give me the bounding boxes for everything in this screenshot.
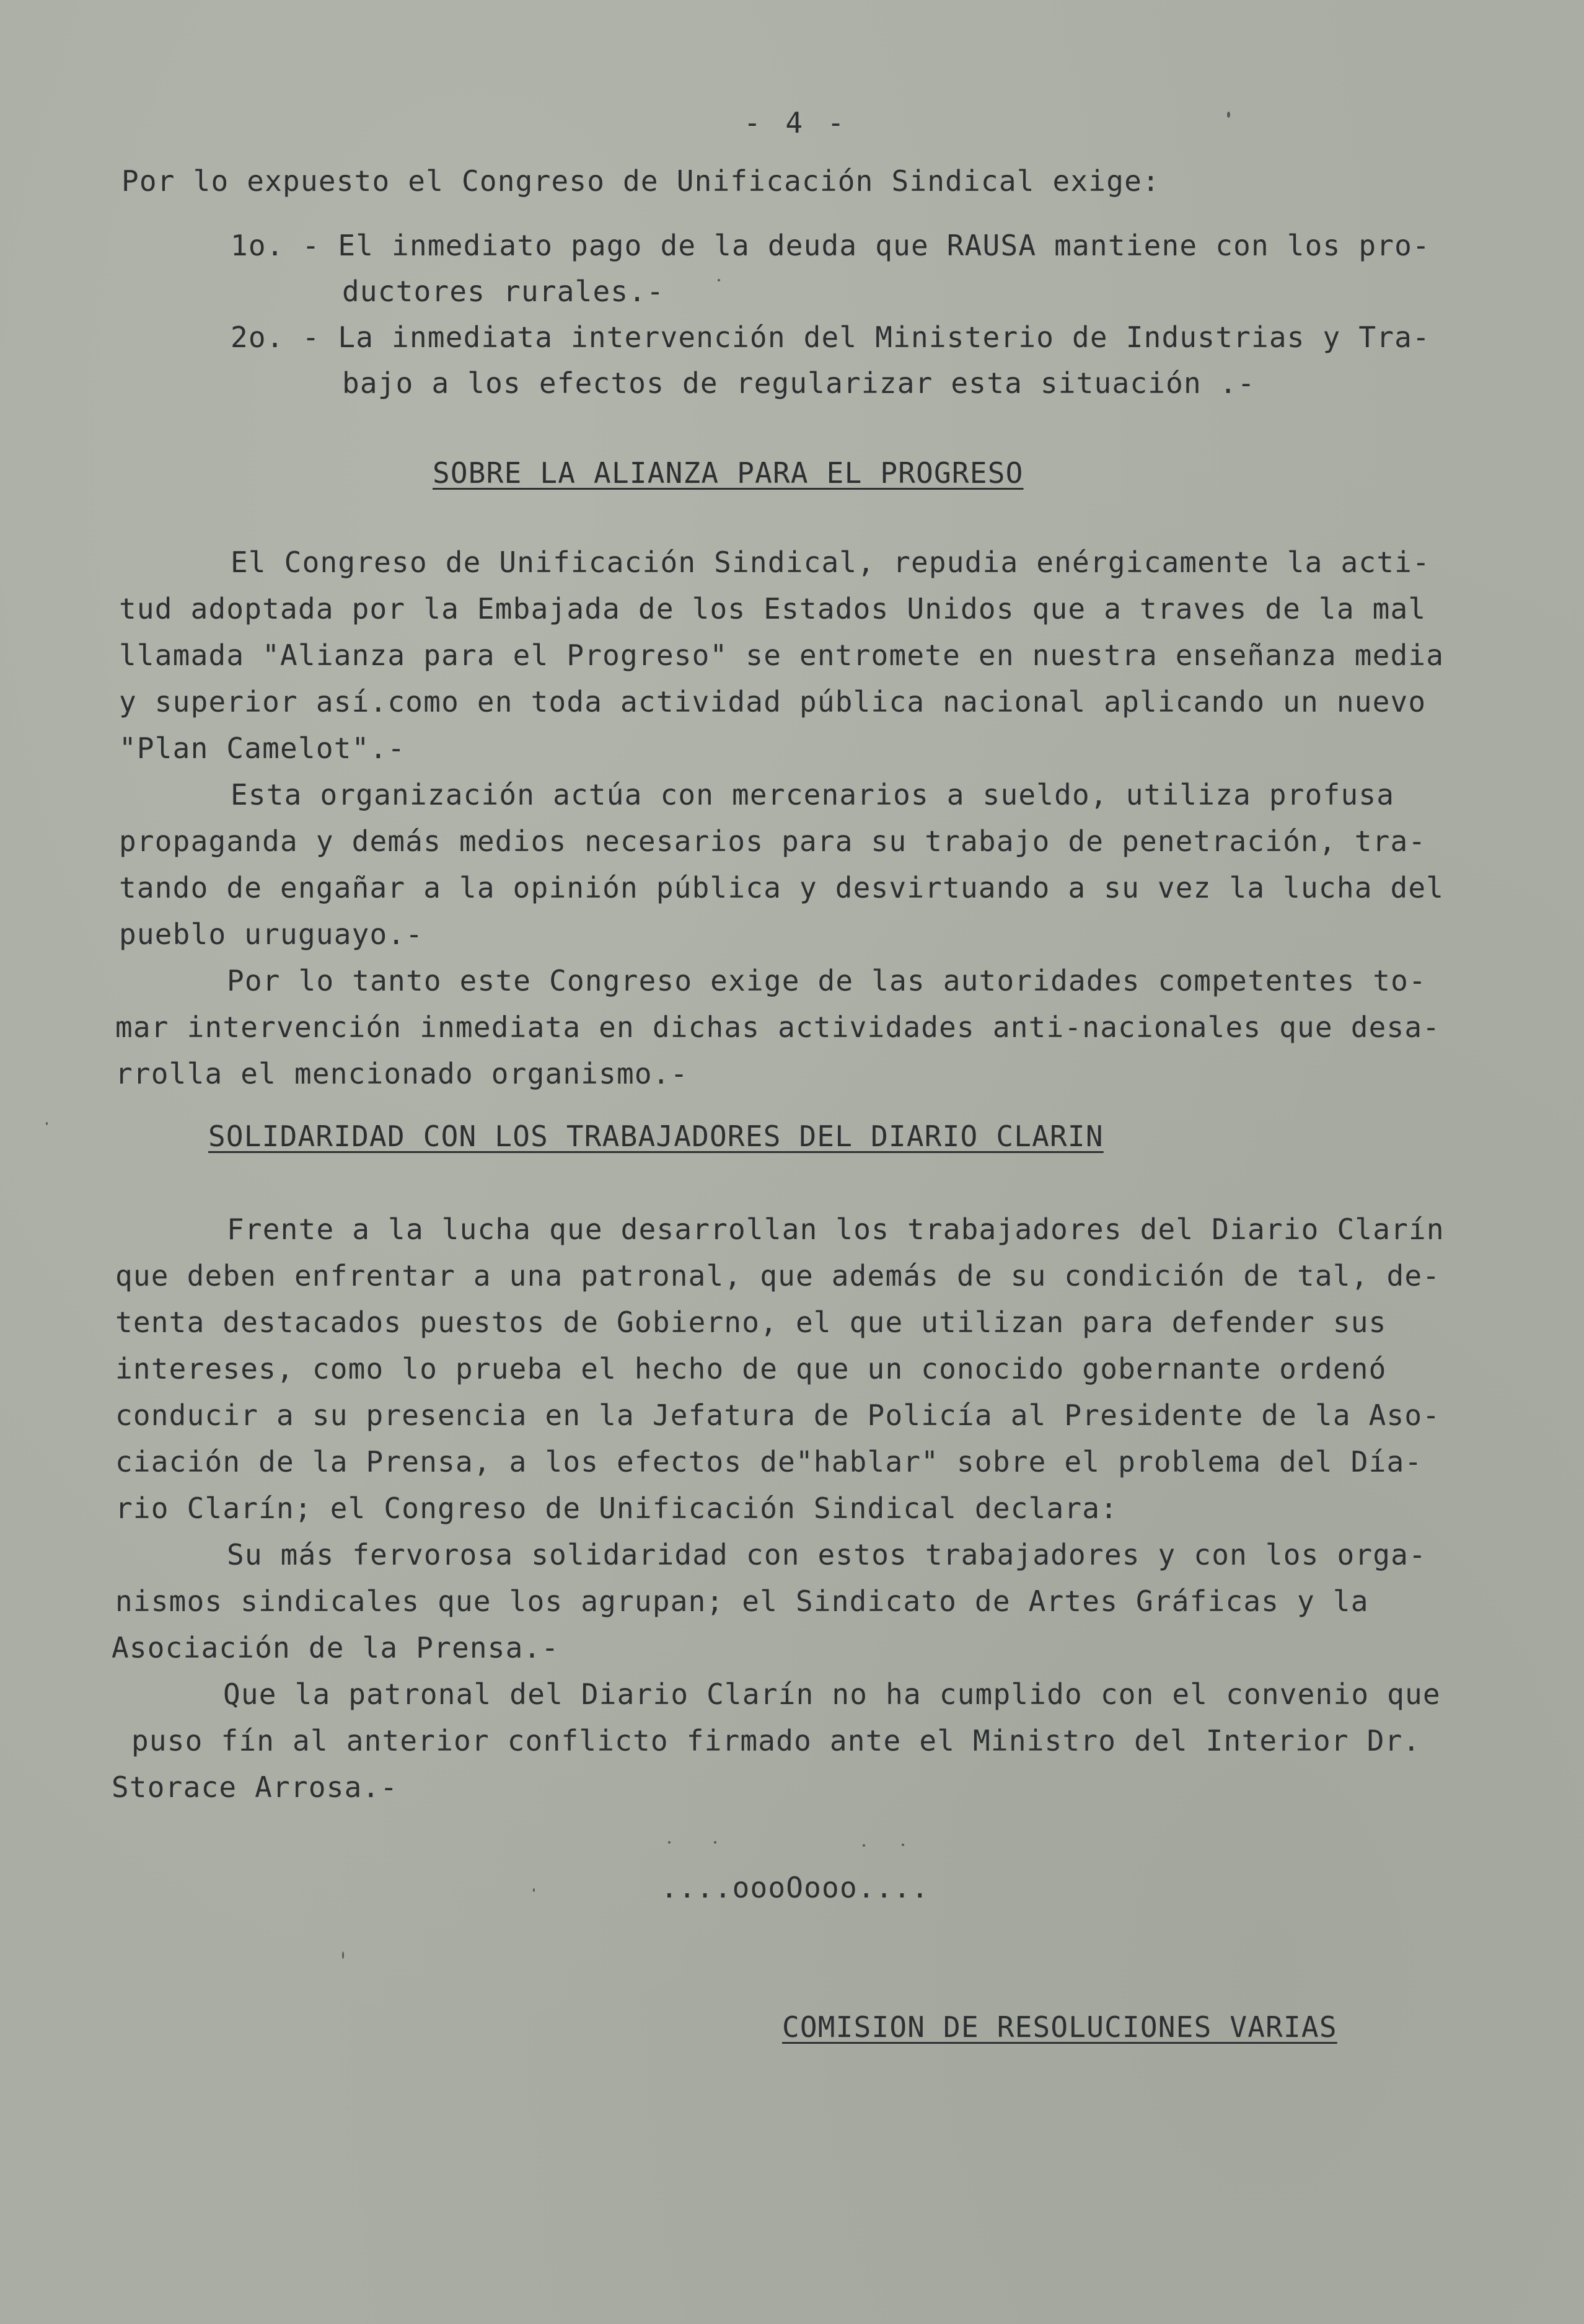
section2-line: Que la patronal del Diario Clarín no ha cumplido con el convenio que [223, 1677, 1441, 1711]
section1-line: Esta organización actúa con mercenarios a sueldo, utiliza profusa [231, 778, 1395, 811]
section2-line: Frente a la lucha que desarrollan los trabajadores del Diario Clarín [227, 1213, 1445, 1246]
section2-line: Storace Arrosa.- [112, 1770, 398, 1804]
section-heading-clarin: SOLIDARIDAD CON LOS TRABAJADORES DEL DIARIO CLARIN [208, 1120, 1104, 1153]
section1-line: tando de engañar a la opinión pública y desvirtuando a su vez la lucha del [119, 871, 1445, 904]
ink-speck [342, 1951, 344, 1959]
section1-line: y superior así.como en toda actividad pública nacional aplicando un nuevo [119, 685, 1427, 718]
section2-line: que deben enfrentar a una patronal, que además de su condición de tal, de- [115, 1259, 1441, 1292]
ink-speck [718, 279, 720, 281]
ink-speck [533, 1888, 535, 1892]
demand-2-line-1: 2o. - La inmediata intervención del Ministerio de Industrias y Tra- [231, 320, 1430, 354]
separator: ....oooOooo.... [661, 1871, 930, 1904]
page-number: - 4 - [744, 106, 848, 139]
section2-line: puso fín al anterior conflicto firmado ante el Ministro del Interior Dr. [131, 1724, 1421, 1757]
section2-line: ciación de la Prensa, a los efectos de"hablar" sobre el problema del Día- [115, 1445, 1423, 1478]
section1-line: mar intervención inmediata en dichas actividades anti-nacionales que desa- [115, 1010, 1441, 1044]
section2-line: nismos sindicales que los agrupan; el Sindicato de Artes Gráficas y la [115, 1584, 1369, 1618]
section1-line: Por lo tanto este Congreso exige de las autoridades competentes to- [227, 964, 1427, 997]
section1-line: llamada "Alianza para el Progreso" se entromete en nuestra enseñanza media [119, 638, 1445, 672]
demand-2-line-2: bajo a los efectos de regularizar esta situación .- [342, 366, 1256, 400]
section2-line: intereses, como lo prueba el hecho de que un conocido gobernante ordenó [115, 1352, 1387, 1385]
ink-speck [863, 1844, 865, 1847]
section2-line: Asociación de la Prensa.- [112, 1631, 560, 1664]
ink-speck [714, 1841, 716, 1844]
section1-line: El Congreso de Unificación Sindical, repudia enérgicamente la acti- [231, 546, 1430, 579]
signature: COMISION DE RESOLUCIONES VARIAS [782, 2010, 1337, 2044]
section-heading-alianza: SOBRE LA ALIANZA PARA EL PROGRESO [433, 456, 1024, 490]
section1-line: pueblo uruguayo.- [119, 917, 424, 951]
ink-speck [1227, 112, 1230, 118]
section2-line: tenta destacados puestos de Gobierno, el que utilizan para defender sus [115, 1306, 1387, 1339]
intro-line: Por lo expuesto el Congreso de Unificación Sindical exige: [121, 164, 1160, 198]
section1-line: tud adoptada por la Embajada de los Estados Unidos que a traves de la mal [119, 592, 1427, 625]
section2-line: rio Clarín; el Congreso de Unificación Sindical declara: [115, 1491, 1119, 1525]
section2-line: Su más fervorosa solidaridad con estos trabajadores y con los orga- [227, 1538, 1427, 1571]
ink-speck [668, 1841, 671, 1844]
demand-1-line-2: ductores rurales.- [342, 275, 665, 308]
section1-line: "Plan Camelot".- [119, 731, 406, 765]
section2-line: conducir a su presencia en la Jefatura de Policía al Presidente de la Aso- [115, 1398, 1441, 1432]
demand-1-line-1: 1o. - El inmediato pago de la deuda que RAUSA mantiene con los pro- [231, 229, 1430, 262]
section1-line: propaganda y demás medios necesarios para su trabajo de penetración, tra- [119, 824, 1427, 858]
ink-speck [902, 1844, 904, 1846]
ink-speck [46, 1122, 48, 1125]
section1-line: rrolla el mencionado organismo.- [115, 1057, 689, 1090]
